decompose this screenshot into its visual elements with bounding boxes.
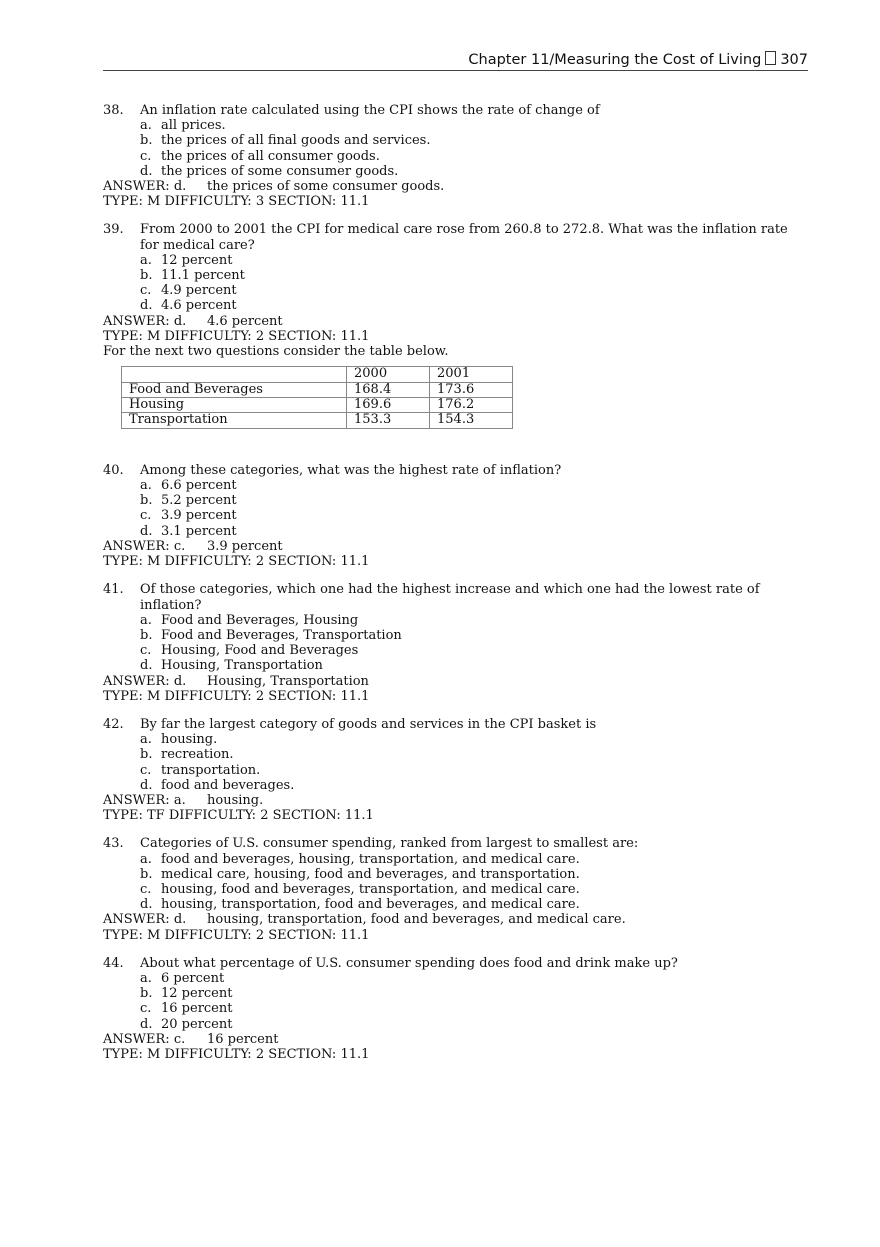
table-row: [122, 398, 513, 413]
option-b: b. 5.2 percent: [140, 493, 237, 509]
table-cell: 2000: [347, 367, 430, 382]
question-number: 39.: [103, 222, 124, 238]
chapter-title: Chapter 11/Measuring the Cost of Living: [468, 52, 762, 68]
question-number: 40.: [103, 462, 124, 478]
question-40: [103, 463, 808, 569]
option-b: b. 11.1 percent: [140, 268, 245, 284]
question-number: 44.: [103, 955, 124, 971]
option-c: c. transportation.: [140, 762, 261, 778]
table-row: [122, 413, 513, 428]
question-number: 42.: [103, 716, 124, 732]
option-d: d. housing, transportation, food and beverages, and medical care.: [140, 897, 580, 913]
table-cell: 2001: [430, 367, 513, 382]
question-number: 41.: [103, 582, 124, 598]
question-43: [103, 836, 808, 942]
option-c: c. housing, food and beverages, transportation, and medical care.: [140, 881, 580, 897]
option-c: c. the prices of all consumer goods.: [140, 148, 380, 164]
option-b: b. Food and Beverages, Transportation: [140, 627, 402, 643]
option-a: a. Food and Beverages, Housing: [140, 612, 359, 628]
option-d: d. the prices of some consumer goods.: [140, 163, 399, 179]
table-cell: 169.6: [347, 398, 430, 413]
option-a: a. food and beverages, housing, transportation, and medical care.: [140, 851, 580, 867]
option-c: c. 3.9 percent: [140, 508, 237, 524]
question-text: From 2000 to 2001 the CPI for medical care rose from 260.8 to 272.8. What was the inflation rate for medical care?: [140, 222, 788, 253]
answer-line: ANSWER: d. housing, transportation, food and beverages, and medical care.: [103, 912, 626, 928]
question-text: By far the largest category of goods and services in the CPI basket is: [140, 716, 597, 732]
table-cell: Housing: [122, 398, 347, 413]
option-a: a. 6.6 percent: [140, 478, 237, 494]
meta-line: TYPE: M DIFFICULTY: 2 SECTION: 11.1: [103, 554, 370, 570]
question-list: [103, 103, 808, 1075]
answer-line: ANSWER: c. 16 percent: [103, 1031, 279, 1047]
question-text: Categories of U.S. consumer spending, ranked from largest to smallest are:: [140, 836, 639, 852]
question-44: [103, 956, 808, 1062]
option-b: b. recreation.: [140, 747, 234, 763]
option-d: d. 4.6 percent: [140, 298, 237, 314]
option-a: a. housing.: [140, 732, 218, 748]
meta-line: TYPE: M DIFFICULTY: 2 SECTION: 11.1: [103, 688, 370, 704]
option-d: d. Housing, Transportation: [140, 658, 323, 674]
question-number: 38.: [103, 103, 124, 118]
option-b: b. 12 percent: [140, 986, 233, 1002]
table-cell: Transportation: [122, 413, 347, 428]
table-cell: 154.3: [430, 413, 513, 428]
question-39: [103, 222, 808, 344]
option-a: a. 6 percent: [140, 970, 225, 986]
option-b: b. medical care, housing, food and beverages, and transportation.: [140, 866, 580, 882]
option-d: d. 20 percent: [140, 1016, 233, 1032]
question-38: [103, 103, 808, 209]
table-cell: 153.3: [347, 413, 430, 428]
answer-line: ANSWER: d. the prices of some consumer goods.: [103, 179, 445, 195]
question-41: [103, 582, 808, 704]
option-d: d. 3.1 percent: [140, 523, 237, 539]
question-42: [103, 717, 808, 823]
option-c: c. 4.9 percent: [140, 283, 237, 299]
question-number: 43.: [103, 836, 124, 852]
question-text: An inflation rate calculated using the CPI shows the rate of change of: [140, 103, 600, 118]
table-cell: Food and Beverages: [122, 382, 347, 397]
running-header: [103, 50, 808, 71]
table-header-row: [122, 367, 513, 382]
separator-glyph-icon: [765, 51, 776, 65]
option-a: a. all prices.: [140, 118, 226, 134]
option-c: c. Housing, Food and Beverages: [140, 643, 359, 659]
table-cell: 168.4: [347, 382, 430, 397]
answer-line: ANSWER: c. 3.9 percent: [103, 538, 283, 554]
question-text: Of those categories, which one had the highest increase and which one had the lowest rate of inflation?: [140, 582, 760, 613]
page-number: 307: [780, 52, 808, 68]
meta-line: TYPE: M DIFFICULTY: 2 SECTION: 11.1: [103, 927, 370, 943]
answer-line: ANSWER: a. housing.: [103, 792, 264, 808]
question-text: About what percentage of U.S. consumer spending does food and drink make up?: [140, 955, 678, 971]
option-a: a. 12 percent: [140, 252, 233, 268]
cpi-table: [121, 366, 513, 429]
table-cell: 173.6: [430, 382, 513, 397]
table-cell: 176.2: [430, 398, 513, 413]
table-intro: For the next two questions consider the table below.: [103, 344, 449, 360]
answer-line: ANSWER: d. 4.6 percent: [103, 313, 283, 329]
answer-line: ANSWER: d. Housing, Transportation: [103, 673, 369, 689]
meta-line: TYPE: M DIFFICULTY: 3 SECTION: 11.1: [103, 194, 370, 210]
option-d: d. food and beverages.: [140, 777, 295, 793]
meta-line: TYPE: TF DIFFICULTY: 2 SECTION: 11.1: [103, 808, 374, 824]
table-row: [122, 382, 513, 397]
meta-line: TYPE: M DIFFICULTY: 2 SECTION: 11.1: [103, 328, 370, 344]
meta-line: TYPE: M DIFFICULTY: 2 SECTION: 11.1: [103, 1046, 370, 1062]
question-text: Among these categories, what was the highest rate of inflation?: [140, 462, 562, 478]
option-b: b. the prices of all final goods and services.: [140, 133, 431, 149]
table-cell: [122, 367, 347, 382]
option-c: c. 16 percent: [140, 1001, 233, 1017]
